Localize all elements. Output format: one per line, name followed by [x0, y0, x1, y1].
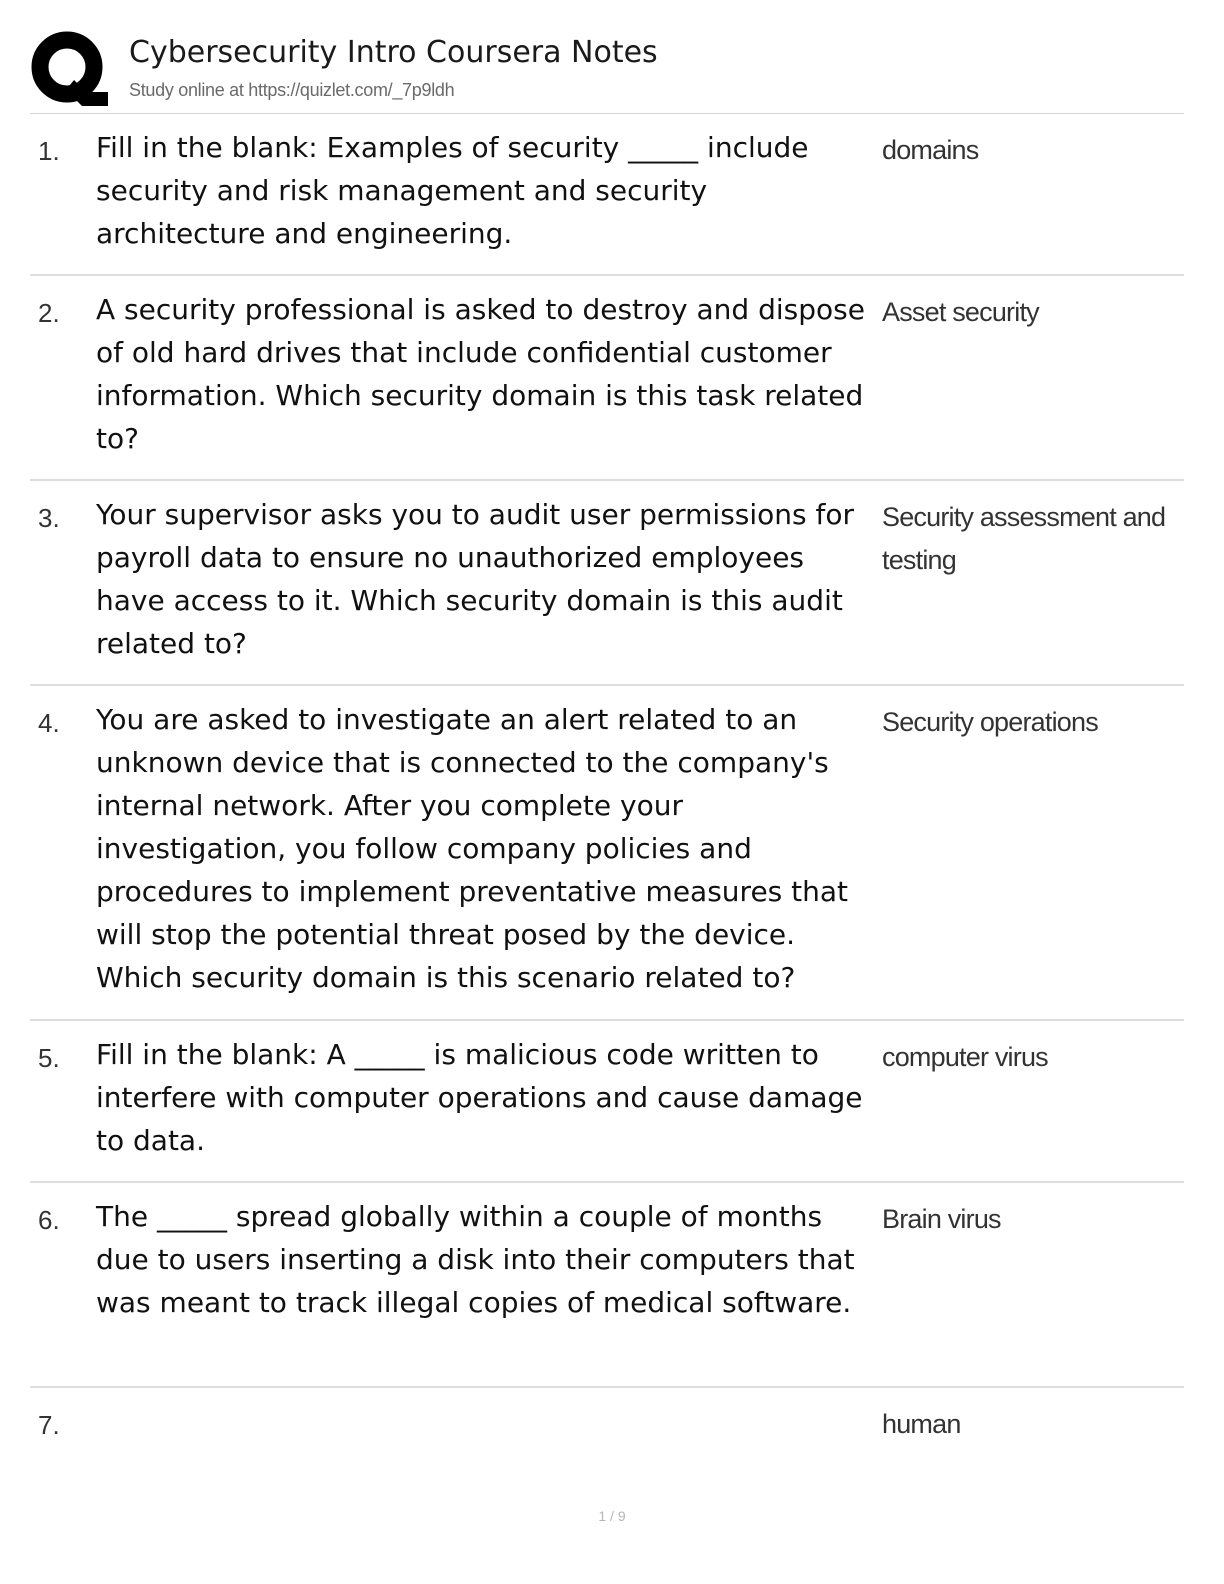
card-number: 6.: [38, 1205, 60, 1235]
card-definition: Asset security: [882, 297, 1039, 327]
flashcard-list: [30, 114, 1184, 1488]
flashcard: [30, 1183, 1184, 1388]
card-number: 4.: [38, 708, 60, 738]
card-definition: domains: [882, 135, 979, 165]
card-number: 3.: [38, 503, 60, 533]
card-number: 1.: [38, 136, 60, 166]
header: [30, 30, 1184, 114]
card-term: A security professional is asked to destroy and dispose of old hard drives that include confidential customer information. Which security domain is this task related to?: [96, 293, 865, 455]
card-definition: Brain virus: [882, 1204, 1001, 1234]
page-indicator: 1 / 9: [598, 1508, 626, 1524]
card-term: Fill in the blank: Examples of security _____ include security and risk management and security architecture and engineering.: [96, 131, 809, 250]
flashcard: [30, 276, 1184, 481]
page-title: Cybersecurity Intro Coursera Notes: [129, 35, 658, 70]
flashcard: [30, 686, 1184, 1021]
flashcard: [30, 1388, 1184, 1488]
card-term: You are asked to investigate an alert related to an unknown device that is connected to the company's internal network. After you complete your investigation, you follow company policies and procedures to implement preventative measures that will stop the potential threat posed by the device. Which security domain is this scenario related to?: [96, 703, 849, 994]
card-term: Your supervisor asks you to audit user permissions for payroll data to ensure no unauthorized employees have access to it. Which security domain is this audit related to?: [96, 498, 855, 660]
card-definition: Security assessment and testing: [882, 502, 1166, 575]
flashcard: [30, 1021, 1184, 1183]
card-definition: Security operations: [882, 707, 1098, 737]
flashcard: [30, 114, 1184, 276]
study-online-link[interactable]: Study online at https://quizlet.com/_7p9ldh: [129, 80, 455, 100]
card-term: Fill in the blank: A _____ is malicious code written to interfere with computer operations and cause damage to data.: [96, 1038, 863, 1157]
quizlet-q-logo-icon: [30, 30, 108, 108]
card-number: 2.: [38, 298, 60, 328]
flashcard: [30, 481, 1184, 686]
card-definition: computer virus: [882, 1042, 1048, 1072]
card-number: 7.: [38, 1410, 60, 1440]
card-term: The _____ spread globally within a couple of months due to users inserting a disk into their computers that was meant to track illegal copies of medical software.: [96, 1200, 855, 1319]
card-definition: human: [882, 1409, 961, 1439]
card-number: 5.: [38, 1043, 60, 1073]
